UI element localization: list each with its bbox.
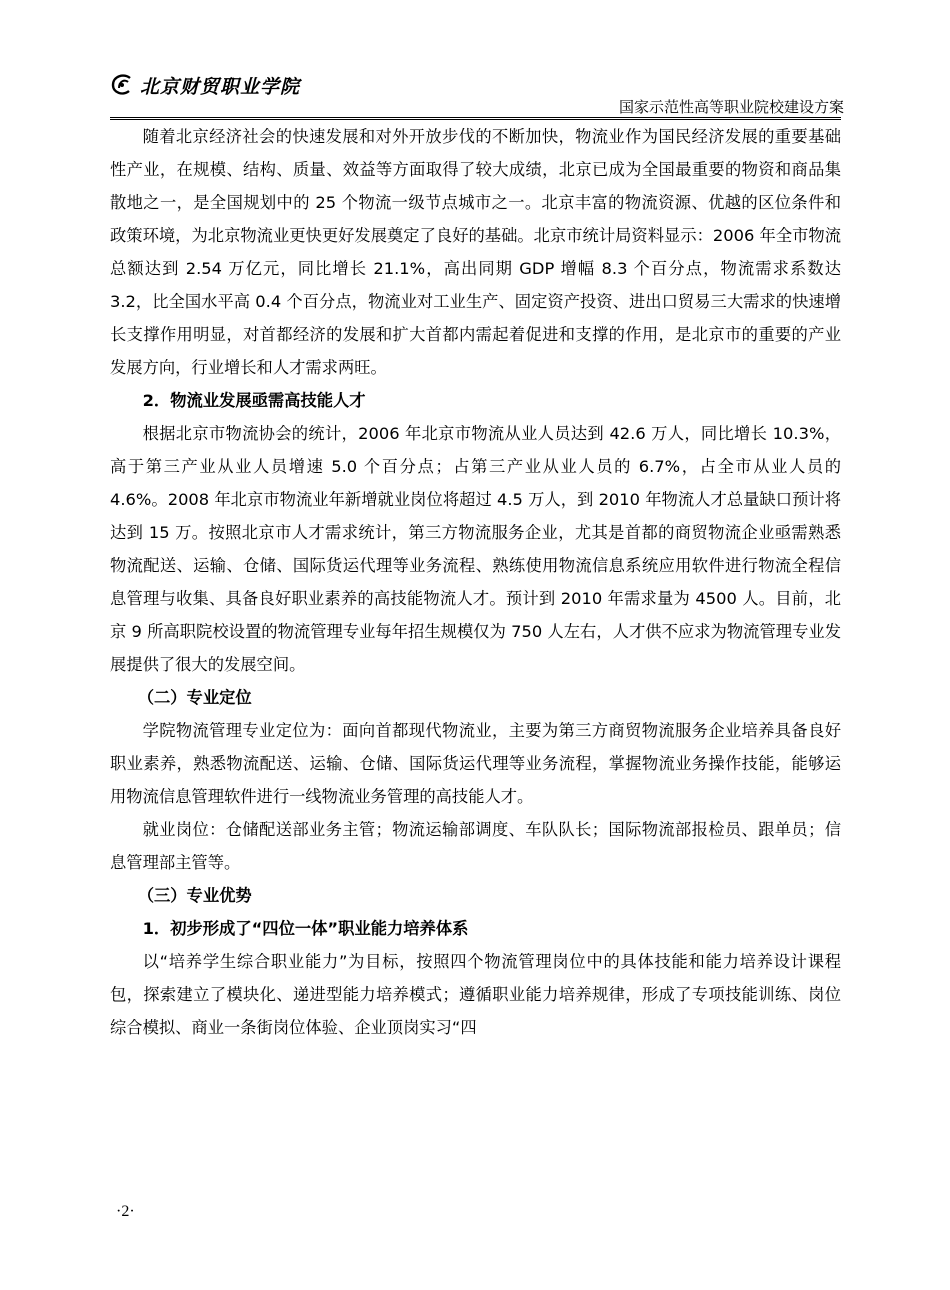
heading-skilled-talent-demand: 2．物流业发展亟需高技能人才 [142, 391, 366, 410]
heading-four-in-one-system: 1．初步形成了“四位一体”职业能力培养体系 [142, 919, 469, 938]
college-logo [110, 72, 300, 98]
section-heading-positioning: （二）专业定位 [137, 688, 252, 707]
paragraph-job-positions: 就业岗位：仓储配送部业务主管；物流运输部调度、车队队长；国际物流部报检员、跟单员；信息管理部主管等。 [110, 820, 841, 872]
page-number: ·2· [116, 1203, 135, 1220]
header-rule [110, 117, 841, 118]
paragraph-logistics-development: 随着北京经济社会的快速发展和对外开放步伐的不断加快，物流业作为国民经济发展的重要基础性产业，在规模、结构、质量、效益等方面取得了较大成绩，北京已成为全国最重要的物资和商品集散地之一，是全国规划中的 25 个物流一级节点城市之一。北京丰富的物流资源、优越的区位条件和政策环境，为北京物流业更快更好发展奠定了良好的基础。北京市统计局资料显示：2006 年全市物流总额达到 2.54 万亿元，同比增长 21.1%，高出同期 GDP 增幅 8.3 个百分点，物流需求系数达 3.2，比全国水平高 0.4 个百分点，物流业对工业生产、固定资产投资、进出口贸易三大需求的快速增长支撑作用明显，对首都经济的发展和扩大首都内需起着促进和支撑的作用，是北京市的重要的产业发展方向，行业增长和人才需求两旺。 [110, 127, 841, 377]
document-body [110, 120, 841, 1044]
document-header-title: 国家示范性高等职业院校建设方案 [618, 98, 844, 116]
college-name: 北京财贸职业学院 [140, 75, 301, 98]
section-heading-advantages: （三）专业优势 [137, 886, 252, 905]
paragraph-training-system: 以“培养学生综合职业能力”为目标，按照四个物流管理岗位中的具体技能和能力培养设计课程包，探索建立了模块化、递进型能力培养模式；遵循职业能力培养规律，形成了专项技能训练、岗位综合模拟、商业一条街岗位体验、企业顶岗实习“四 [110, 952, 841, 1037]
college-emblem-icon [110, 74, 136, 96]
paragraph-major-positioning: 学院物流管理专业定位为：面向首都现代物流业，主要为第三方商贸物流服务企业培养具备良好职业素养，熟悉物流配送、运输、仓储、国际货运代理等业务流程，掌握物流业务操作技能，能够运用物流信息管理软件进行一线物流业务管理的高技能人才。 [110, 721, 841, 806]
paragraph-employment-statistics: 根据北京市物流协会的统计，2006 年北京市物流从业人员达到 42.6 万人，同比增长 10.3%，高于第三产业从业人员增速 5.0 个百分点；占第三产业从业人员的 6.7%，占全市从业人员的 4.6%。2008 年北京市物流业年新增就业岗位将超过 4.5 万人，到 2010 年物流人才总量缺口预计将达到 15 万。按照北京市人才需求统计，第三方物流服务企业，尤其是首都的商贸物流企业亟需熟悉物流配送、运输、仓储、国际货运代理等业务流程、熟练使用物流信息系统应用软件进行物流全程信息管理与收集、具备良好职业素养的高技能物流人才。预计到 2010 年需求量为 4500 人。目前，北京 9 所高职院校设置的物流管理专业每年招生规模仅为 750 人左右，人才供不应求为物流管理专业发展提供了很大的发展空间。 [110, 424, 841, 674]
